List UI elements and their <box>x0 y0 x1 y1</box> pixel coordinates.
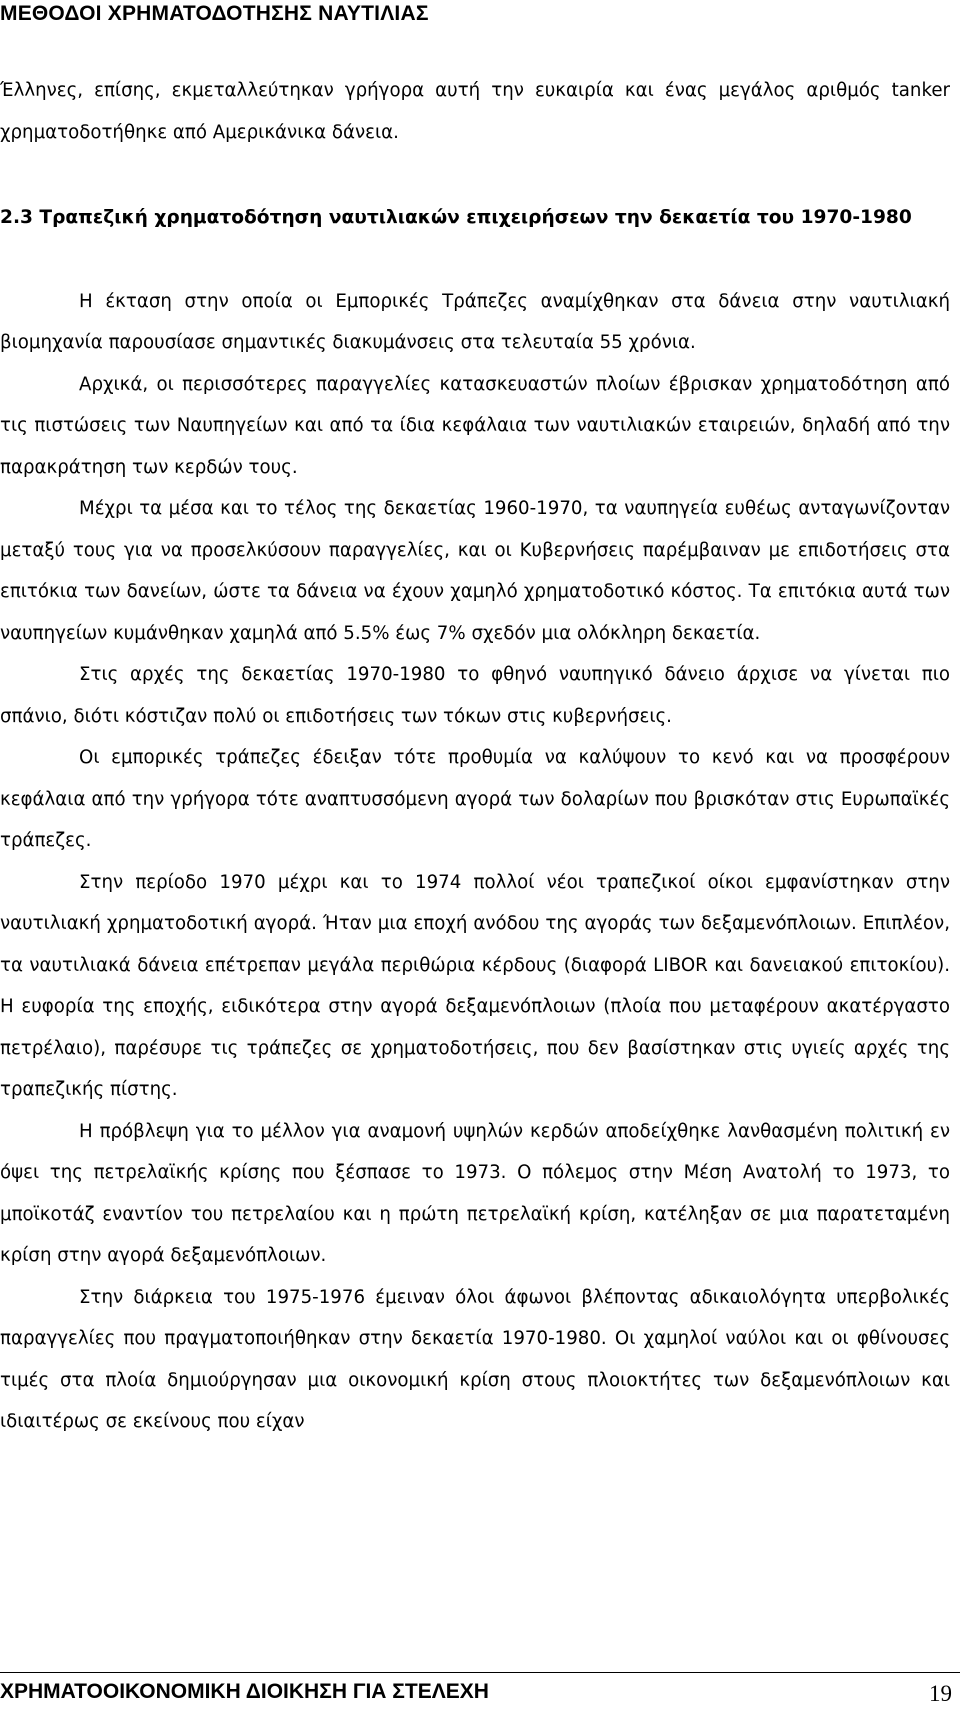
section-heading: 2.3 Τραπεζική χρηματοδότηση ναυτιλιακών επιχειρήσεων την δεκαετία του 1970-1980 <box>0 207 912 228</box>
body-paragraph-1: Η έκταση στην οποία οι Εμπορικές Τράπεζες αναμίχθηκαν στα δάνεια στην ναυτιλιακή βιομηχανία παρουσίασε σημαντικές διακυμάνσεις στα τελευταία 55 χρόνια. <box>0 290 950 353</box>
spacer <box>0 153 950 197</box>
body-paragraph-8: Στην διάρκεια του 1975-1976 έμειναν όλοι άφωνοι βλέποντας αδικαιολόγητα υπερβολικές παραγγελίες που πραγματοποιήθηκαν στην δεκαετία 1970-1980. Οι χαμηλοί ναύλοι και οι φθίνουσες τιμές στα πλοία δημιούργησαν μια οικονομική κρίση στους πλοιοκτήτες των δεξαμενόπλοιων και ιδιαιτέρως σε εκείνους που είχαν <box>0 1286 950 1432</box>
body-paragraph-6: Στην περίοδο 1970 μέχρι και το 1974 πολλοί νέοι τραπεζικοί οίκοι εμφανίστηκαν στην ναυτιλιακή χρηματοδοτική αγορά. Ήταν μια εποχή ανόδου της αγοράς των δεξαμενόπλοιων. Επιπλέον, τα ναυτιλιακά δάνεια επέτρεπαν μεγάλα περιθώρια κέρδους (διαφορά LIBOR και δανειακού επιτοκίου). Η ευφορία της εποχής, ειδικότερα στην αγορά δεξαμενόπλοιων (πλοία που μεταφέρουν ακατέργαστο πετρέλαιο), παρέσυρε τις τράπεζες σε χρηματοδοτήσεις, που δεν βασίστηκαν στις υγιείς αρχές της τραπεζικής πίστης. <box>0 871 950 1100</box>
document-body <box>0 70 950 1443</box>
body-paragraph-2: Αρχικά, οι περισσότερες παραγγελίες κατασκευαστών πλοίων έβρισκαν χρηματοδότηση από τις πιστώσεις των Ναυπηγείων και από τα ίδια κεφάλαια των ναυτιλιακών εταιρειών, δηλαδή από την παρακράτηση των κερδών τους. <box>0 373 950 478</box>
intro-paragraph: Έλληνες, επίσης, εκμεταλλεύτηκαν γρήγορα αυτή την ευκαιρία και ένας μεγάλος αριθμός tanker χρηματοδοτήθηκε από Αμερικάνικα δάνεια. <box>0 80 950 143</box>
running-header: ΜΕΘΟΔΟΙ ΧΡΗΜΑΤΟΔΟΤΗΣΗΣ ΝΑΥΤΙΛΙΑΣ <box>0 2 429 25</box>
body-paragraph-3: Μέχρι τα μέσα και το τέλος της δεκαετίας 1960-1970, τα ναυπηγεία ευθέως ανταγωνίζονταν μεταξύ τους για να προσελκύσουν παραγγελίες, και οι Κυβερνήσεις παρέμβαιναν με επιδοτήσεις στα επιτόκια των δανείων, ώστε τα δάνεια να έχουν χαμηλό χρηματοδοτικό κόστος. Τα επιτόκια αυτά των ναυπηγείων κυμάνθηκαν χαμηλά από 5.5% έως 7% σχεδόν μια ολόκληρη δεκαετία. <box>0 498 950 644</box>
spacer <box>0 239 950 281</box>
body-paragraph-7: Η πρόβλεψη για το μέλλον για αναμονή υψηλών κερδών αποδείχθηκε λανθασμένη πολιτική εν όψει της πετρελαϊκής κρίσης που ξέσπασε το 1973. Ο πόλεμος στην Μέση Ανατολή το 1973, το μποϊκοτάζ εναντίον του πετρελαίου και η πρώτη πετρελαϊκή κρίση, κατέληξαν σε μια παρατεταμένη κρίση στην αγορά δεξαμενόπλοιων. <box>0 1120 950 1266</box>
page-number: 19 <box>929 1681 952 1706</box>
page-footer <box>0 1672 960 1713</box>
body-paragraph-4: Στις αρχές της δεκαετίας 1970-1980 το φθηνό ναυπηγικό δάνειο άρχισε να γίνεται πιο σπάνιο, διότι κόστιζαν πολύ οι επιδοτήσεις των τόκων στις κυβερνήσεις. <box>0 664 950 727</box>
footer-title: ΧΡΗΜΑΤΟΟΙΚΟΝΟΜΙΚΗ ΔΙΟΙΚΗΣΗ ΓΙΑ ΣΤΕΛΕΧΗ <box>0 1680 489 1703</box>
body-paragraph-5: Οι εμπορικές τράπεζες έδειξαν τότε προθυμία να καλύψουν το κενό και να προσφέρουν κεφάλαια από την γρήγορα τότε αναπτυσσόμενη αγορά των δολαρίων που βρισκόταν στις Ευρωπαϊκές τράπεζες. <box>0 747 950 851</box>
